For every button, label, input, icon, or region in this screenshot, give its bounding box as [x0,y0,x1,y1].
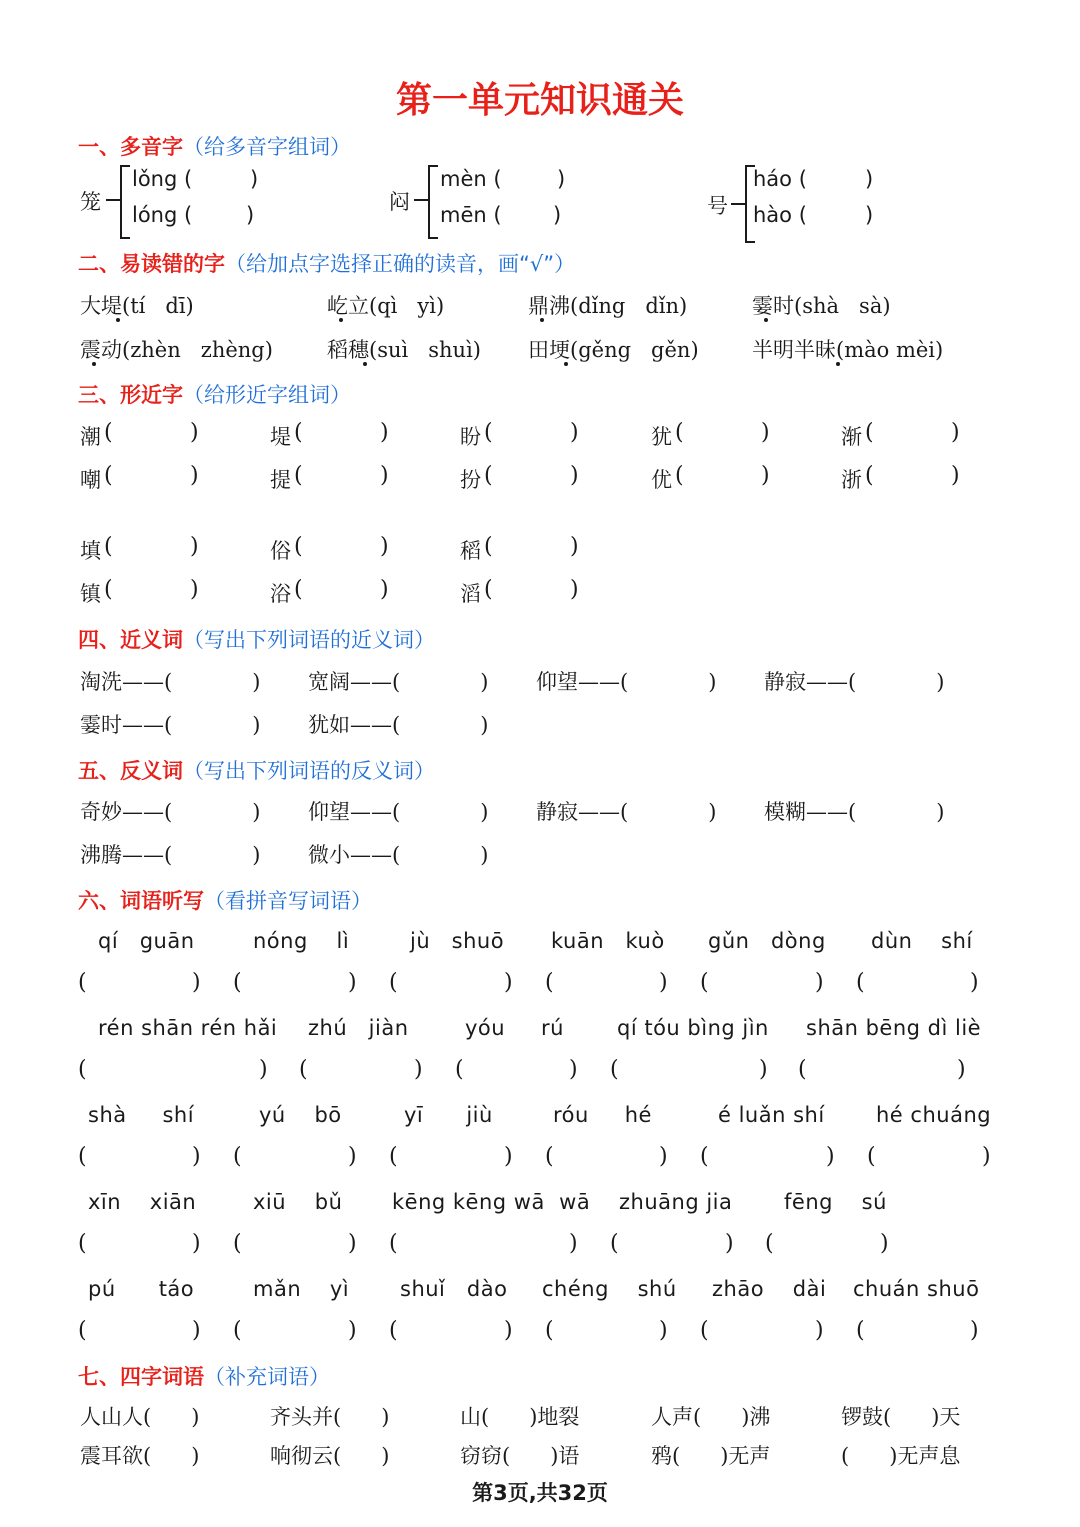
synonym-item: 静寂——( ) [764,670,945,694]
section-5-heading: 五、反义词（写出下列词语的反义词） [78,759,435,783]
pinyin-prompt: dùn shí [871,929,973,953]
page-title: 第一单元知识通关 [395,80,684,121]
antonym-item: 奇妙——( ) [80,800,261,824]
pinyin-prompt: yóu rú [465,1016,564,1040]
misread-item: 霎时(shà sà) [752,294,891,318]
pinyin-prompt: kuān kuò [551,929,665,953]
similar-char: 提 [270,468,291,492]
synonym-item: 霎时——( ) [80,713,261,737]
pinyin-prompt: hé chuáng [876,1103,992,1127]
pinyin-prompt: gǔn dòng [708,929,826,953]
similar-char: 堤 [270,425,291,449]
idiom-item: 震耳欲( ) [80,1444,200,1468]
similar-char: 潮 [80,425,101,449]
misread-item: 大堤(tí dī) [80,294,194,318]
misread-item: 屹立(qì yì) [327,294,445,318]
synonym-item: 宽阔——( ) [308,670,489,694]
pinyin-prompt: shuǐ dào [400,1277,508,1301]
synonym-item: 淘洗——( ) [80,670,261,694]
pinyin-prompt: qí tóu bìng jìn [617,1016,769,1040]
section-4-heading: 四、近义词（写出下列词语的近义词） [78,628,435,652]
misread-item: 鼎沸(dǐng dǐn) [528,294,688,318]
pinyin-prompt: kēng kēng wā wā [392,1190,591,1214]
pinyin-prompt: xīn xiān [88,1190,197,1214]
polyphone-reading: háo ( [753,167,807,191]
polyphone-reading: hào ( [753,203,807,227]
similar-char: 俗 [270,539,291,563]
idiom-item: 齐头并( ) [270,1405,390,1429]
similar-char: 盼 [460,425,481,449]
similar-char: 嘲 [80,468,101,492]
pinyin-prompt: yī jiù [404,1103,493,1127]
similar-char: 渐 [841,425,862,449]
section-3-heading: 三、形近字（给形近字组词） [78,383,351,407]
polyphone-char: 笼 [80,190,101,214]
pinyin-prompt: zhú jiàn [308,1016,409,1040]
pinyin-prompt: shān bēng dì liè [806,1016,982,1040]
pinyin-prompt: zhuāng jia [619,1190,733,1214]
antonym-item: 静寂——( ) [536,800,717,824]
misread-item: 稻穗(suì shuì) [327,338,481,362]
similar-char: 优 [651,468,672,492]
pinyin-prompt: róu hé [553,1103,652,1127]
page-footer: 第3页,共32页 [472,1481,608,1505]
polyphone-reading: lóng ( [132,203,193,227]
similar-char: 镇 [80,582,101,606]
misread-item: 半明半昧(mào mèi) [752,338,944,362]
idiom-item: 人声( )沸 [651,1405,771,1429]
antonym-item: 微小——( ) [308,843,489,867]
similar-char: 稻 [460,539,481,563]
idiom-item: 锣鼓( )天 [841,1405,961,1429]
polyphone-reading: mēn ( [440,203,502,227]
idiom-item: 人山人( ) [80,1405,200,1429]
section-1-heading: 一、多音字（给多音字组词） [78,135,351,159]
pinyin-prompt: mǎn yì [253,1277,350,1301]
pinyin-prompt: pú táo [88,1277,195,1301]
similar-char: 犹 [651,425,672,449]
pinyin-prompt: rén shān rén hǎi [98,1016,278,1040]
idiom-item: ( )无声息 [841,1444,961,1468]
similar-char: 填 [80,539,101,563]
polyphone-reading: lǒng ( [132,167,193,191]
pinyin-prompt: yú bō [259,1103,342,1127]
pinyin-prompt: é luǎn shí [718,1103,825,1127]
similar-char: 滔 [460,582,481,606]
pinyin-prompt: shà shí [88,1103,195,1127]
misread-item: 田埂(gěng gěn) [528,338,699,362]
idiom-item: 山( )地裂 [460,1405,580,1429]
pinyin-prompt: jù shuō [410,929,505,953]
synonym-item: 仰望——( ) [536,670,717,694]
polyphone-char: 闷 [389,190,410,214]
pinyin-prompt: chéng shú [542,1277,677,1301]
idiom-item: 鸦( )无声 [651,1444,771,1468]
misread-item: 震动(zhèn zhèng) [80,338,273,362]
pinyin-prompt: xiū bǔ [253,1190,343,1214]
pinyin-prompt: chuán shuō [853,1277,980,1301]
idiom-item: 窃窃( )语 [460,1444,580,1468]
pinyin-prompt: qí guān [98,929,195,953]
section-2-heading: 二、易读错的字（给加点字选择正确的读音，画“√”） [78,252,576,276]
similar-char: 浴 [270,582,291,606]
idiom-item: 响彻云( ) [270,1444,390,1468]
section-7-heading: 七、四字词语（补充词语） [78,1365,330,1389]
pinyin-prompt: nóng lì [253,929,350,953]
synonym-item: 犹如——( ) [308,713,489,737]
antonym-item: 沸腾——( ) [80,843,261,867]
pinyin-prompt: zhāo dài [712,1277,827,1301]
antonym-item: 仰望——( ) [308,800,489,824]
similar-char: 浙 [841,468,862,492]
similar-char: 扮 [460,468,481,492]
polyphone-char: 号 [707,194,728,218]
section-6-heading: 六、词语听写（看拼音写词语） [78,889,372,913]
antonym-item: 模糊——( ) [764,800,945,824]
pinyin-prompt: fēng sú [784,1190,887,1214]
polyphone-reading: mèn ( [440,167,502,191]
